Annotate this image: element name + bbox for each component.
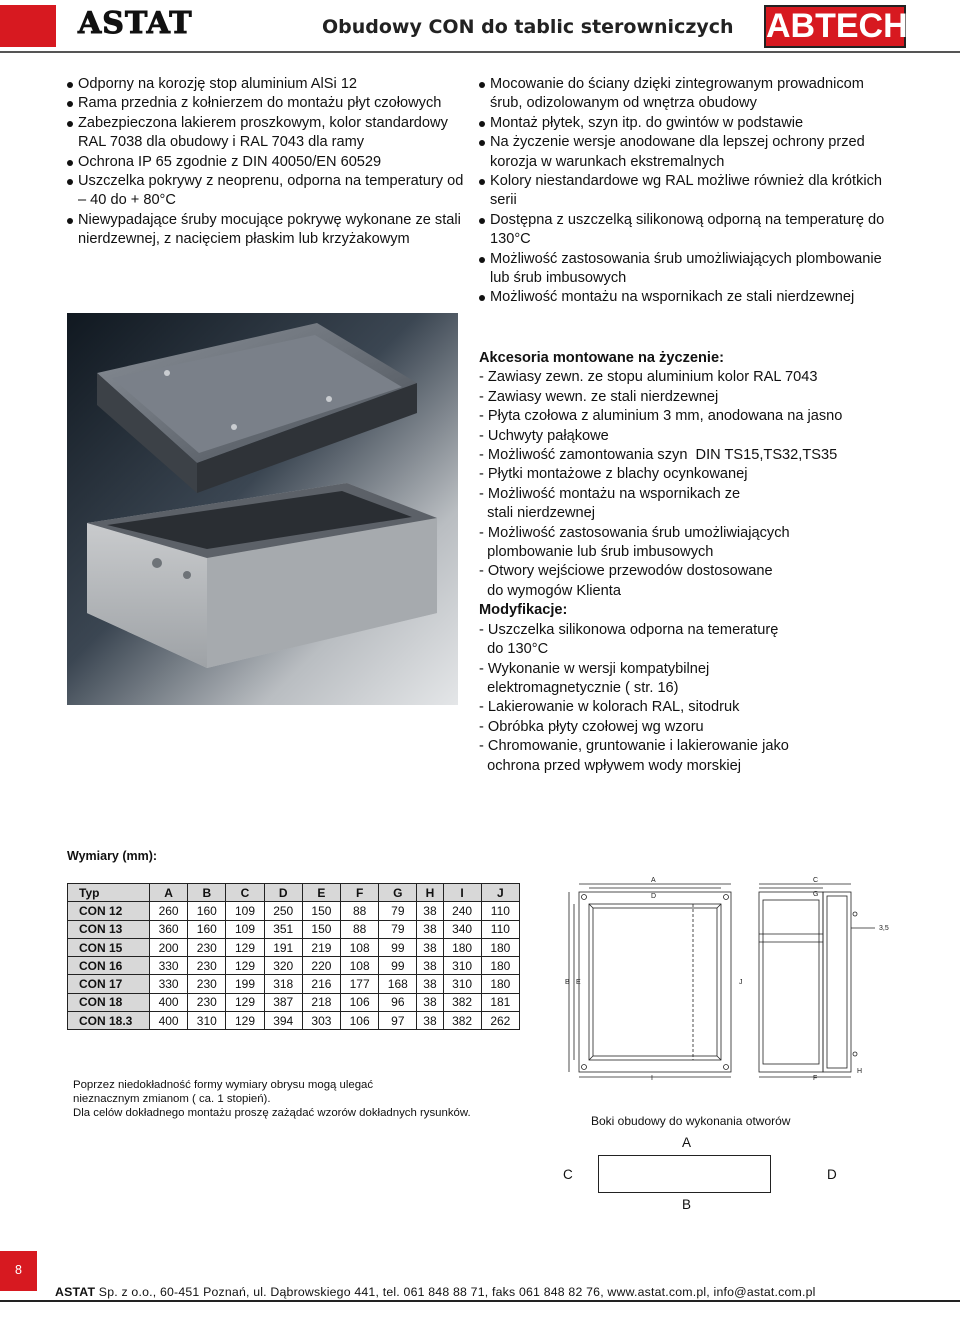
value-cell: 218 xyxy=(302,993,340,1011)
accessory-line: - Możliwość zamontowania szyn DIN TS15,TS32,TS35 xyxy=(479,447,838,464)
accessory-line: stali nierdzewnej xyxy=(479,505,595,522)
table-row xyxy=(68,957,520,975)
model-cell: CON 12 xyxy=(68,902,150,920)
modification-line: do 130°C xyxy=(479,641,549,658)
accessory-line: - Płyta czołowa z aluminium 3 mm, anodowana na jasno xyxy=(479,408,843,425)
model-cell: CON 15 xyxy=(68,938,150,956)
accessory-line: - Otwory wejściowe przewodów dostosowane xyxy=(479,563,773,580)
model-cell: CON 16 xyxy=(68,957,150,975)
value-cell: 360 xyxy=(150,920,188,938)
value-cell: 394 xyxy=(264,1012,302,1030)
table-row xyxy=(68,920,520,938)
svg-text:A: A xyxy=(651,877,656,884)
value-cell: 230 xyxy=(188,993,226,1011)
model-cell: CON 13 xyxy=(68,920,150,938)
table-row xyxy=(68,938,520,956)
modifications-heading: Modyfikacje: xyxy=(479,602,568,619)
modification-line: - Uszczelka silikonowa odporna na temeraturę xyxy=(479,621,779,638)
value-cell: 96 xyxy=(379,993,417,1011)
table-row xyxy=(68,1012,520,1030)
value-cell: 88 xyxy=(341,920,379,938)
value-cell: 330 xyxy=(150,957,188,975)
product-photo xyxy=(67,313,458,705)
model-cell: CON 18.3 xyxy=(68,1012,150,1030)
value-cell: 129 xyxy=(226,993,264,1011)
column-header: B xyxy=(188,884,226,902)
value-cell: 340 xyxy=(443,920,481,938)
page-title: Obudowy CON do tablic sterowniczych xyxy=(322,16,734,38)
list-item: Na życzenie wersje anodowane dla lepszej ochrony przed korozja w warunkach ekstremalnych xyxy=(479,133,899,172)
value-cell: 310 xyxy=(443,975,481,993)
accessory-line: do wymogów Klienta xyxy=(479,582,621,599)
features-left-list xyxy=(67,75,467,250)
value-cell: 160 xyxy=(188,902,226,920)
footer-text: Sp. z o.o., 60-451 Poznań, ul. Dąbrowskiego 441, tel. 061 848 88 71, faks 061 848 82 76, www.astat.com.pl, info@astat.com.pl xyxy=(95,1285,816,1299)
value-cell: 108 xyxy=(341,957,379,975)
table-header-row xyxy=(68,884,520,902)
list-item: Dostępna z uszczelką silikonową odporną na temperaturę do 130°C xyxy=(479,211,899,250)
list-item: Rama przednia z kołnierzem do montażu płyt czołowych xyxy=(67,94,467,113)
value-cell: 129 xyxy=(226,1012,264,1030)
svg-text:C: C xyxy=(813,877,819,884)
accessories-section xyxy=(479,349,919,776)
footer-company: ASTAT xyxy=(55,1285,96,1299)
svg-text:F: F xyxy=(813,1075,818,1082)
value-cell: 230 xyxy=(188,938,226,956)
column-header: E xyxy=(302,884,340,902)
list-item: Odporny na korozję stop aluminium AlSi 12 xyxy=(67,75,467,94)
value-cell: 230 xyxy=(188,975,226,993)
value-cell: 108 xyxy=(341,938,379,956)
column-header: A xyxy=(150,884,188,902)
value-cell: 88 xyxy=(341,902,379,920)
side-label-bottom: B xyxy=(682,1197,692,1212)
value-cell: 38 xyxy=(417,957,443,975)
value-cell: 106 xyxy=(341,1012,379,1030)
value-cell: 216 xyxy=(302,975,340,993)
accessory-line: - Zawiasy zewn. ze stopu aluminium kolor RAL 7043 xyxy=(479,369,818,386)
list-item: Ochrona IP 65 zgodnie z DIN 40050/EN 60529 xyxy=(67,153,467,172)
note-line: Poprzez niedokładność formy wymiary obrysu mogą ulegać xyxy=(73,1079,374,1091)
value-cell: 351 xyxy=(264,920,302,938)
value-cell: 318 xyxy=(264,975,302,993)
model-cell: CON 18 xyxy=(68,993,150,1011)
list-item: Mocowanie do ściany dzięki zintegrowanym prowadnicom śrub, odizolowanym od wnętrza obudowy xyxy=(479,75,899,114)
value-cell: 240 xyxy=(443,902,481,920)
modification-line: ochrona przed wpływem wody morskiej xyxy=(479,757,741,774)
value-cell: 310 xyxy=(188,1012,226,1030)
value-cell: 260 xyxy=(150,902,188,920)
value-cell: 303 xyxy=(302,1012,340,1030)
value-cell: 38 xyxy=(417,975,443,993)
model-cell: CON 17 xyxy=(68,975,150,993)
value-cell: 97 xyxy=(379,1012,417,1030)
svg-text:J: J xyxy=(739,979,743,986)
value-cell: 387 xyxy=(264,993,302,1011)
list-item: Zabezpieczona lakierem proszkowym, kolor standardowy RAL 7038 dla obudowy i RAL 7043 dla ramy xyxy=(67,114,467,153)
column-header: I xyxy=(443,884,481,902)
svg-text:H: H xyxy=(857,1068,863,1075)
value-cell: 99 xyxy=(379,938,417,956)
value-cell: 109 xyxy=(226,920,264,938)
header-divider xyxy=(0,51,960,53)
value-cell: 38 xyxy=(417,993,443,1011)
column-header: H xyxy=(417,884,443,902)
side-label-left: C xyxy=(563,1167,573,1182)
value-cell: 110 xyxy=(481,920,519,938)
value-cell: 310 xyxy=(443,957,481,975)
table-row xyxy=(68,993,520,1011)
value-cell: 330 xyxy=(150,975,188,993)
dimensions-title: Wymiary (mm): xyxy=(67,849,158,863)
astat-logo: ASTAT xyxy=(78,6,193,41)
value-cell: 400 xyxy=(150,993,188,1011)
column-header: D xyxy=(264,884,302,902)
value-cell: 79 xyxy=(379,902,417,920)
value-cell: 38 xyxy=(417,920,443,938)
value-cell: 180 xyxy=(481,957,519,975)
value-cell: 250 xyxy=(264,902,302,920)
value-cell: 181 xyxy=(481,993,519,1011)
value-cell: 199 xyxy=(226,975,264,993)
technical-drawing xyxy=(563,874,903,1084)
modification-line: - Lakierowanie w kolorach RAL, sitodruk xyxy=(479,699,740,716)
value-cell: 200 xyxy=(150,938,188,956)
svg-text:3,5: 3,5 xyxy=(879,925,889,932)
modification-line: elektromagnetycznie ( str. 16) xyxy=(479,679,679,696)
value-cell: 180 xyxy=(443,938,481,956)
value-cell: 400 xyxy=(150,1012,188,1030)
accessory-line: - Zawiasy wewn. ze stali nierdzewnej xyxy=(479,388,719,405)
footer-divider xyxy=(0,1300,960,1302)
note-line: nieznacznym zmianom ( ca. 1 stopień). xyxy=(73,1093,271,1105)
sides-box xyxy=(598,1155,771,1193)
table-row xyxy=(68,975,520,993)
list-item: Możliwość montażu na wspornikach ze stali nierdzewnej xyxy=(479,288,899,307)
value-cell: 150 xyxy=(302,920,340,938)
dimensions-table xyxy=(67,883,520,1030)
value-cell: 191 xyxy=(264,938,302,956)
dimensions-table-body xyxy=(68,902,520,1030)
value-cell: 129 xyxy=(226,957,264,975)
value-cell: 180 xyxy=(481,975,519,993)
value-cell: 382 xyxy=(443,1012,481,1030)
value-cell: 106 xyxy=(341,993,379,1011)
sides-title: Boki obudowy do wykonania otworów xyxy=(591,1114,791,1128)
value-cell: 177 xyxy=(341,975,379,993)
svg-text:I: I xyxy=(651,1075,653,1082)
side-label-right: D xyxy=(827,1167,837,1182)
list-item: Niewypadające śruby mocujące pokrywę wykonane ze stali nierdzewnej, z nacięciem płaskim lub krzyżakowym xyxy=(67,211,467,250)
header-red-tab xyxy=(0,5,56,47)
footer-contact xyxy=(55,1285,816,1299)
value-cell: 150 xyxy=(302,902,340,920)
value-cell: 99 xyxy=(379,957,417,975)
accessory-line: - Płytki montażowe z blachy ocynkowanej xyxy=(479,466,748,483)
svg-text:E: E xyxy=(576,979,581,986)
value-cell: 220 xyxy=(302,957,340,975)
column-header: G xyxy=(379,884,417,902)
value-cell: 129 xyxy=(226,938,264,956)
svg-text:B: B xyxy=(565,979,570,986)
modification-line: - Chromowanie, gruntowanie i lakierowanie jako xyxy=(479,738,789,755)
value-cell: 168 xyxy=(379,975,417,993)
value-cell: 38 xyxy=(417,1012,443,1030)
value-cell: 180 xyxy=(481,938,519,956)
modification-line: - Obróbka płyty czołowej wg wzoru xyxy=(479,718,704,735)
value-cell: 382 xyxy=(443,993,481,1011)
note-line: Dla celów dokładnego montażu proszę zażądać wzorów dokładnych rysunków. xyxy=(73,1107,471,1119)
accessory-line: - Uchwyty pałąkowe xyxy=(479,427,609,444)
column-header: C xyxy=(226,884,264,902)
accessory-line: - Możliwość zastosowania śrub umożliwiających xyxy=(479,524,790,541)
side-label-top: A xyxy=(682,1135,692,1150)
dimensions-note xyxy=(73,1078,543,1120)
svg-text:G: G xyxy=(813,891,819,898)
value-cell: 219 xyxy=(302,938,340,956)
list-item: Kolory niestandardowe wg RAL możliwe również dla krótkich serii xyxy=(479,172,899,211)
abtech-logo: ABTECH xyxy=(764,5,906,48)
list-item: Uszczelka pokrywy z neoprenu, odporna na temperatury od – 40 do + 80°C xyxy=(67,172,467,211)
value-cell: 320 xyxy=(264,957,302,975)
value-cell: 230 xyxy=(188,957,226,975)
column-header: J xyxy=(481,884,519,902)
column-header: F xyxy=(341,884,379,902)
page-number: 8 xyxy=(0,1251,37,1291)
list-item: Możliwość zastosowania śrub umożliwiających plombowanie lub śrub imbusowych xyxy=(479,250,899,289)
value-cell: 38 xyxy=(417,938,443,956)
accessories-heading: Akcesoria montowane na życzenie: xyxy=(479,350,724,366)
value-cell: 38 xyxy=(417,902,443,920)
value-cell: 160 xyxy=(188,920,226,938)
label-d: D xyxy=(651,893,657,900)
accessory-line: - Możliwość montażu na wspornikach ze xyxy=(479,485,741,502)
modification-line: - Wykonanie w wersji kompatybilnej xyxy=(479,660,710,677)
value-cell: 262 xyxy=(481,1012,519,1030)
value-cell: 110 xyxy=(481,902,519,920)
features-right-list xyxy=(479,75,899,308)
list-item: Montaż płytek, szyn itp. do gwintów w podstawie xyxy=(479,114,899,133)
value-cell: 79 xyxy=(379,920,417,938)
table-row xyxy=(68,902,520,920)
column-header: Typ xyxy=(68,884,150,902)
value-cell: 109 xyxy=(226,902,264,920)
accessory-line: plombowanie lub śrub imbusowych xyxy=(479,544,714,561)
